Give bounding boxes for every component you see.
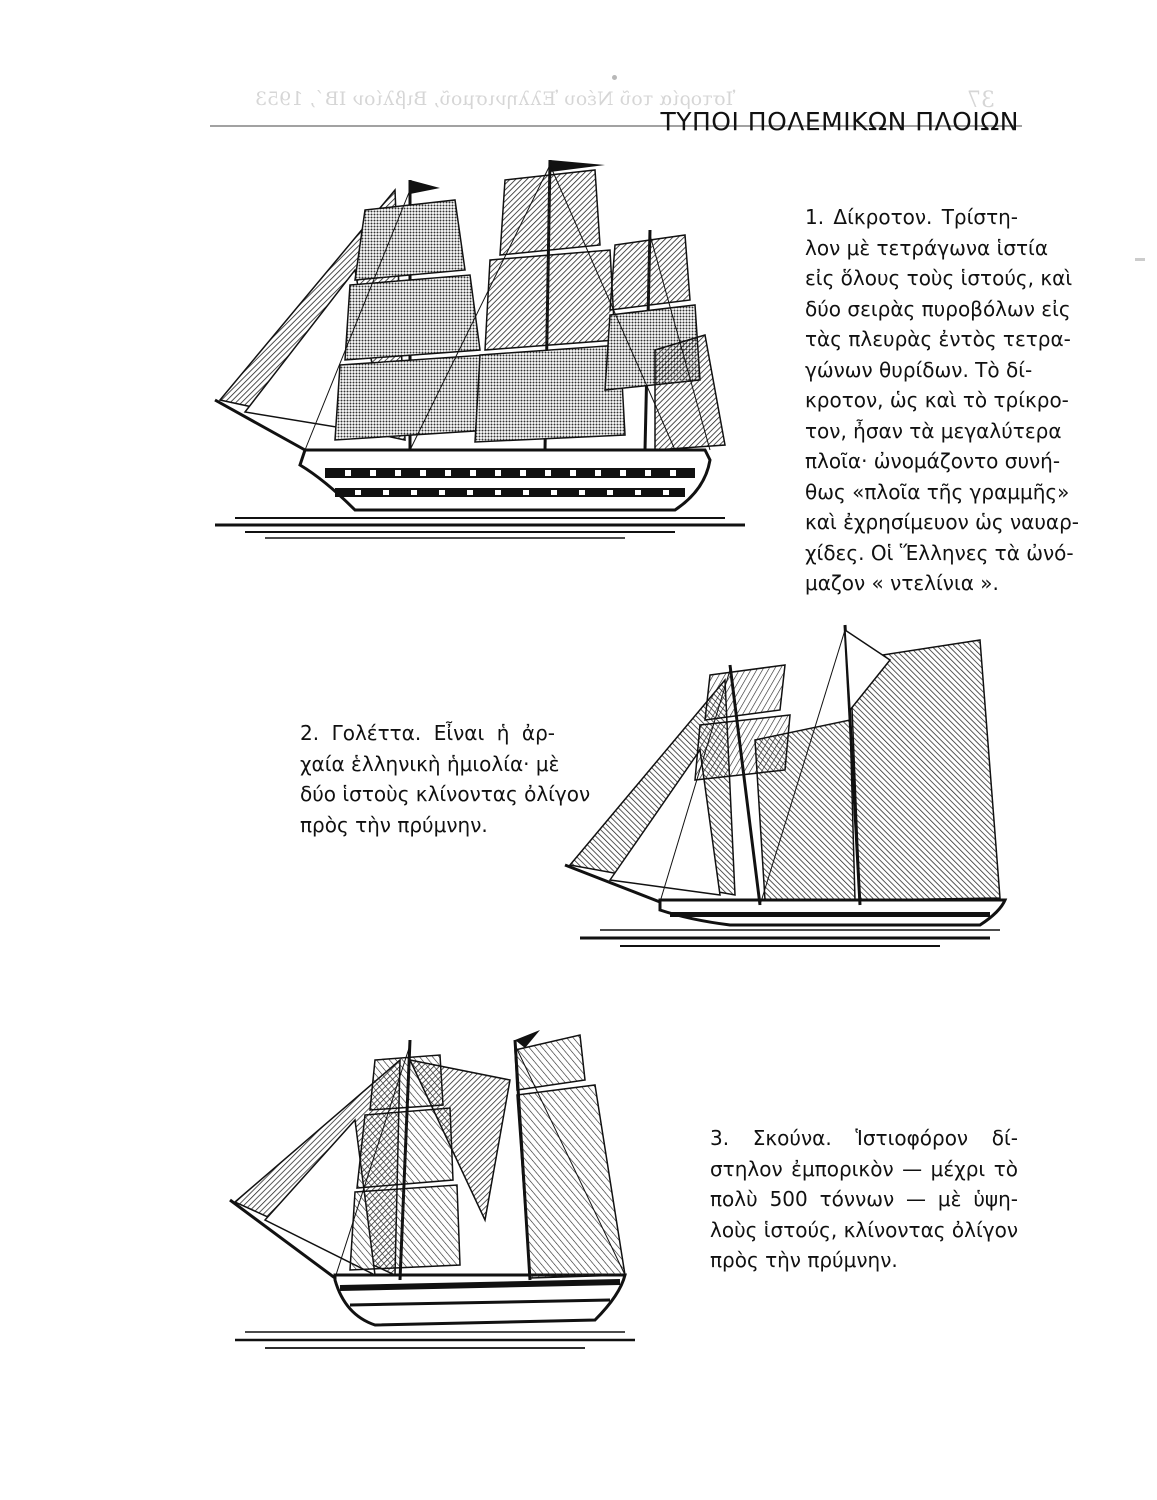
ship-of-the-line-illustration	[205, 150, 760, 550]
speck	[612, 75, 617, 80]
caption-line: λοὺς ἱστούς, κλίνοντας ὀλίγον	[710, 1217, 1018, 1242]
schooner-illustration	[225, 1020, 645, 1370]
caption-line: δύο σειρὰς πυροβόλων εἰς	[805, 296, 1071, 321]
goletta-illustration	[560, 620, 1020, 960]
caption-line: πρὸς τὴν πρύμνην.	[710, 1248, 898, 1272]
caption-line: εἰς ὅλους τοὺς ἱστούς, καὶ	[805, 266, 1073, 290]
caption-line: 3. Σκούνα. Ἱστιοφόρον δί-	[710, 1126, 1018, 1150]
caption-line: πρὸς τὴν πρύμνην.	[300, 812, 488, 837]
caption-line: 1. Δίκροτον. Τρίστη-	[805, 205, 1018, 229]
ship-1-drawing	[205, 150, 760, 550]
caption-line: 2. Γολέττα. Εἶναι ἡ ἀρ-	[300, 721, 555, 745]
bleed-through-page-number: 37	[967, 88, 995, 113]
caption-1-ship-of-the-line	[805, 202, 1080, 599]
bleed-through-header-text: Ἱστορία τοῦ Νέου Ἑλληνισμοῦ, Βιβλίον ΙΒ΄, 1953	[255, 88, 736, 110]
caption-line: κροτον, ὡς καὶ τὸ τρίκρο-	[805, 388, 1069, 412]
caption-line: δύο ἱστοὺς κλίνοντας ὀλίγον	[300, 782, 591, 806]
caption-line: καὶ ἐχρησίμευον ὡς ναυαρ-	[805, 510, 1080, 534]
ship-2-drawing	[560, 620, 1020, 960]
caption-line: μαζον « ντελίνια ».	[805, 571, 999, 595]
speck	[1135, 258, 1145, 261]
caption-line: πολὺ 500 τόννων — μὲ ὑψη-	[710, 1187, 1018, 1211]
caption-line: πλοῖα· ὠνομάζοντο συνή-	[805, 449, 1061, 473]
caption-line: χαία ἑλληνικὴ ἡμιολία· μὲ	[300, 751, 560, 776]
page-title: ΤΥΠΟΙ ΠΟΛΕΜΙΚΩΝ ΠΛΟΙΩΝ	[660, 107, 1019, 136]
caption-line: στηλον ἐμπορικὸν — μέχρι τὸ	[710, 1156, 1018, 1181]
caption-line: τον, ἦσαν τὰ μεγαλύτερα	[805, 418, 1062, 443]
caption-3-schooner	[710, 1123, 1018, 1276]
caption-2-goletta	[300, 718, 591, 840]
caption-line: λον μὲ τετράγωνα ἱστία	[805, 235, 1048, 260]
caption-line: τὰς πλευρὰς ἐντὸς τετρα-	[805, 327, 1071, 351]
caption-line: χίδες. Οἱ Ἕλληνες τὰ ὠνό-	[805, 540, 1074, 565]
caption-line: γώνων θυρίδων. Τὸ δί-	[805, 357, 1033, 382]
ship-3-drawing	[225, 1020, 645, 1370]
caption-line: θως «πλοῖα τῆς γραμμῆς»	[805, 479, 1070, 504]
